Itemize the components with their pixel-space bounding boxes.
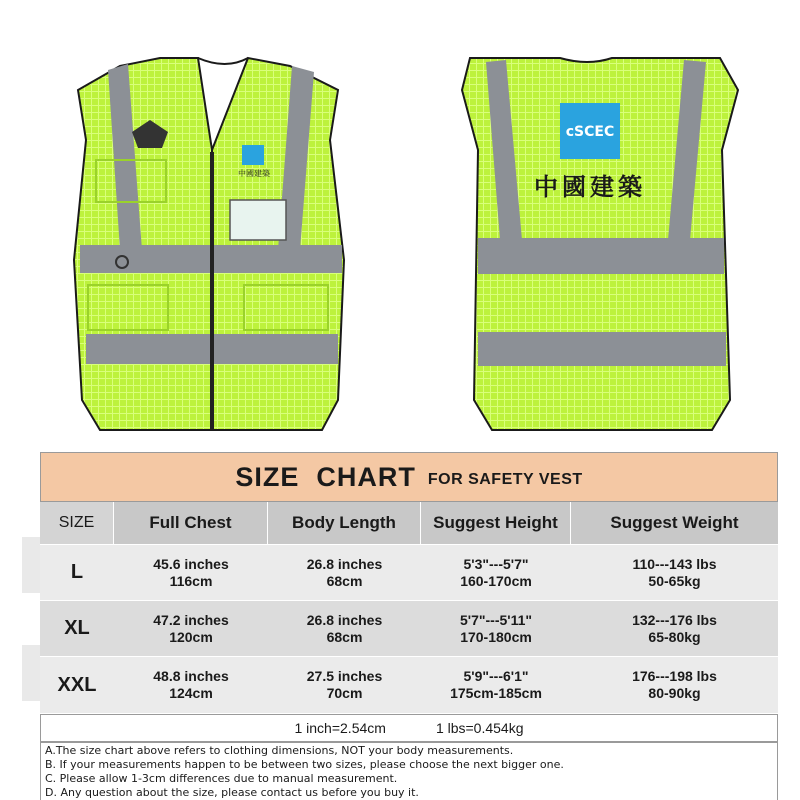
note-line: C. Please allow 1-3cm differences due to manual measurement.	[45, 772, 398, 785]
chart-title: SIZE CHART	[235, 461, 416, 492]
table-cell-length: 26.8 inches 68cm	[268, 545, 421, 600]
header-full-chest: Full Chest	[114, 502, 268, 544]
side-tab	[22, 537, 40, 593]
vest-front	[74, 58, 344, 430]
note-line: D. Any question about the size, please contact us before you buy it.	[45, 786, 419, 799]
note-line: B. If your measurements happen to be between two sizes, please choose the next bigger one.	[45, 758, 564, 771]
header-suggest-height: Suggest Height	[421, 502, 571, 544]
header-size: SIZE	[40, 502, 114, 544]
table-cell-chest: 45.6 inches 116cm	[114, 545, 268, 600]
table-cell-weight: 176---198 lbs 80-90kg	[571, 657, 778, 713]
conversion-row	[40, 714, 778, 742]
inch-conversion: 1 inch=2.54cm	[294, 720, 386, 736]
table-cell-weight: 132---176 lbs 65-80kg	[571, 601, 778, 656]
size-notes	[40, 742, 778, 800]
table-cell-length: 27.5 inches 70cm	[268, 657, 421, 713]
table-cell-height: 5'9"---6'1" 175cm-185cm	[421, 657, 571, 713]
table-cell-height: 5'3"---5'7" 160-170cm	[421, 545, 571, 600]
header-suggest-weight: Suggest Weight	[571, 502, 778, 544]
table-cell-chest: 48.8 inches 124cm	[114, 657, 268, 713]
back-logo-text: 中國建築	[534, 173, 646, 201]
back-logo-mark: cSCEC	[565, 124, 615, 140]
table-cell-length: 26.8 inches 68cm	[268, 601, 421, 656]
header-body-length: Body Length	[268, 502, 421, 544]
chart-subtitle: FOR SAFETY VEST	[427, 471, 583, 488]
table-cell-chest: 47.2 inches 120cm	[114, 601, 268, 656]
table-cell-height: 5'7"---5'11" 170-180cm	[421, 601, 571, 656]
size-cell: XXL	[40, 657, 114, 713]
size-cell: XL	[40, 601, 114, 656]
lbs-conversion: 1 lbs=0.454kg	[435, 720, 524, 736]
note-line: A.The size chart above refers to clothing dimensions, NOT your body measurements.	[45, 744, 514, 757]
chart-title-band	[40, 452, 778, 502]
side-tab	[22, 645, 40, 701]
size-cell: L	[40, 545, 114, 600]
table-cell-weight: 110---143 lbs 50-65kg	[571, 545, 778, 600]
vest-back	[462, 58, 738, 430]
front-logo-text: 中國建築	[238, 169, 270, 178]
front-logo-icon	[242, 145, 264, 165]
